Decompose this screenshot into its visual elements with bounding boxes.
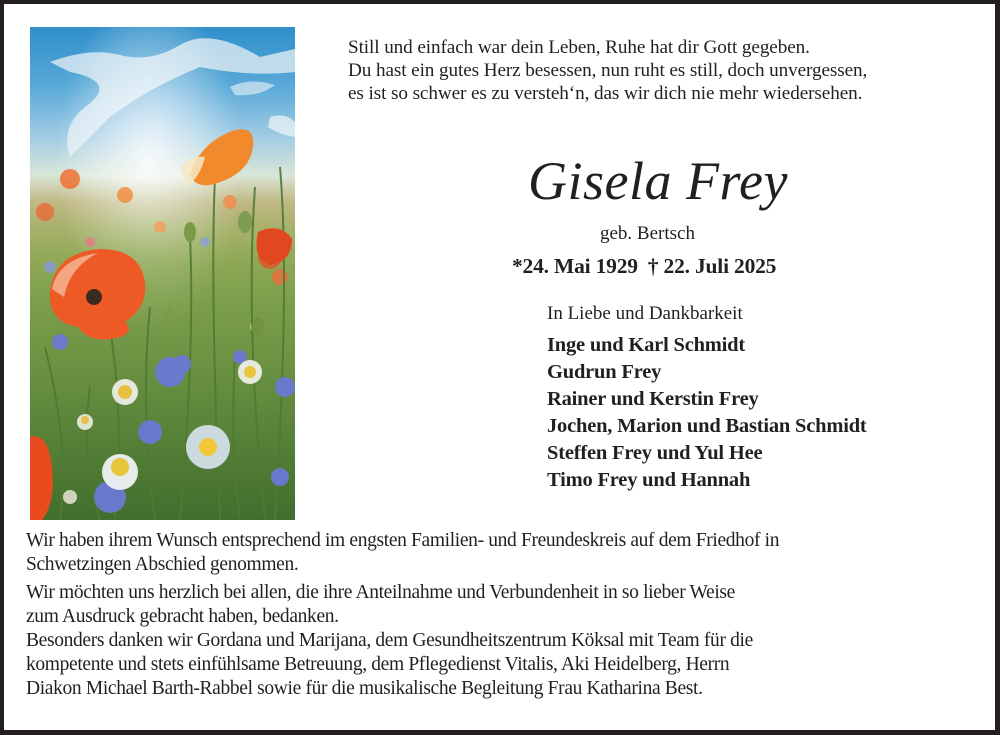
closing-text (26, 529, 991, 701)
mourner-family: Jochen, Marion und Bastian Schmidt (547, 415, 867, 437)
text-line: kompetente und stets einfühlsame Betreuung, dem Pflegedienst Vitalis, Aki Heidelberg, Herrn (26, 654, 730, 675)
dagger-icon: † (647, 254, 659, 278)
mourner-family: Inge und Karl Schmidt (547, 334, 745, 356)
text-line: Besonders danken wir Gordana und Marijana, dem Gesundheitszentrum Köksal mit Team für die (26, 630, 753, 651)
text-line: Wir haben ihrem Wunsch entsprechend im engsten Familien- und Freundeskreis auf dem Friedhof in (26, 530, 780, 551)
mourner-family: Gudrun Frey (547, 361, 662, 383)
mourners-intro: In Liebe und Dankbarkeit (547, 303, 743, 324)
verse-line: Du hast ein gutes Herz besessen, nun ruht es still, doch unvergessen, (348, 60, 868, 81)
obituary-notice (4, 4, 995, 730)
text-line: Wir möchten uns herzlich bei allen, die ihre Anteilnahme und Verbundenheit in so lieber Weise (26, 582, 735, 603)
verse-line: es ist so schwer es zu versteh‘n, das wir dich nie mehr wiedersehen. (348, 83, 863, 104)
meadow-illustration (30, 27, 295, 520)
memorial-verse (348, 36, 867, 105)
mourner-family: Steffen Frey und Yul Hee (547, 442, 763, 464)
mourner-family: Timo Frey und Hannah (547, 469, 751, 491)
special-thanks-paragraph (26, 629, 991, 701)
maiden-name: geb. Bertsch (600, 223, 695, 244)
text-line: Schwetzingen Abschied genommen. (26, 554, 299, 575)
mourners-list (547, 302, 867, 494)
life-dates (512, 253, 776, 279)
thanks-paragraph (26, 581, 991, 629)
deceased-name: Gisela Frey (528, 151, 788, 211)
death-date: 22. Juli 2025 (663, 254, 777, 278)
mourner-family: Rainer und Kerstin Frey (547, 388, 759, 410)
text-line: Diakon Michael Barth-Rabbel sowie für die musikalische Begleitung Frau Katharina Best. (26, 678, 703, 699)
birth-date: *24. Mai 1929 (512, 254, 638, 278)
farewell-paragraph (26, 529, 991, 577)
verse-line: Still und einfach war dein Leben, Ruhe hat dir Gott gegeben. (348, 37, 810, 58)
text-line: zum Ausdruck gebracht haben, bedanken. (26, 606, 339, 627)
wildflower-meadow-photo (30, 27, 295, 520)
